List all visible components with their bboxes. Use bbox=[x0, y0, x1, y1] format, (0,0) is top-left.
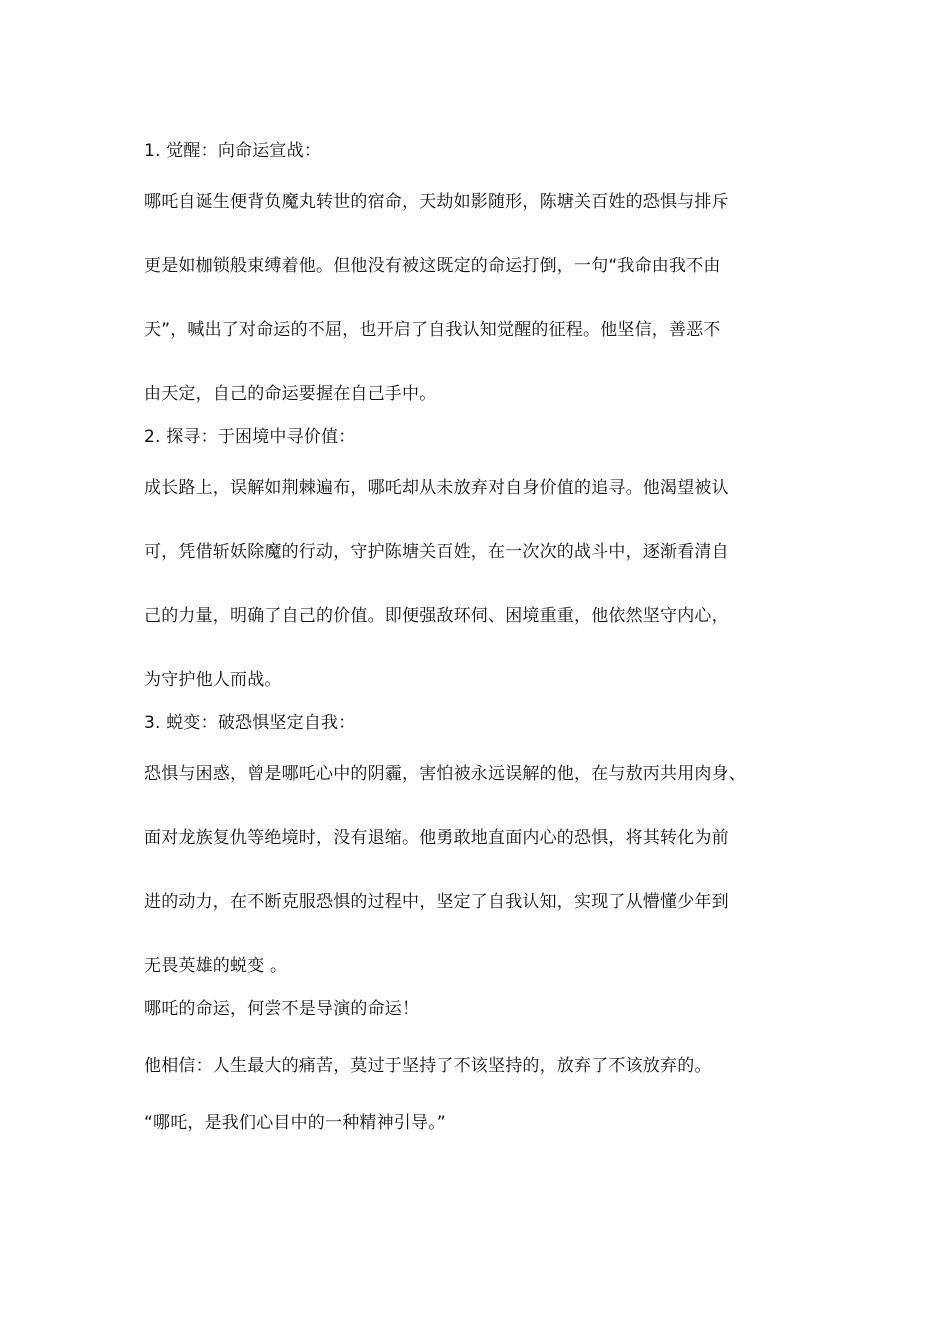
paragraph-line: 为守护他人而战。 bbox=[144, 670, 282, 690]
paragraph-line: 天”，喊出了对命运的不屈，也开启了自我认知觉醒的征程。他坚信，善恶不 bbox=[144, 320, 721, 340]
paragraph-line: 成长路上，误解如荆棘遍布，哪吒却从未放弃对自身价值的追寻。他渴望被认 bbox=[144, 478, 729, 498]
paragraph-line: 更是如枷锁般束缚着他。但他没有被这既定的命运打倒，一句“我命由我不由 bbox=[144, 256, 721, 276]
section-heading-exploration: 2. 探寻：于困境中寻价值： bbox=[144, 427, 356, 447]
paragraph-line: 进的动力，在不断克服恐惧的过程中，坚定了自我认知，实现了从懵懂少年到 bbox=[144, 892, 729, 912]
paragraph-line: 恐惧与困惑，曾是哪吒心中的阴霾，害怕被永远误解的他，在与敖丙共用肉身、 bbox=[144, 764, 746, 784]
section-paragraph-transformation bbox=[144, 742, 804, 998]
section-paragraph-awakening bbox=[144, 170, 804, 426]
section-heading-transformation: 3. 蜕变：破恐惧坚定自我： bbox=[144, 713, 356, 733]
closing-line-quote: “哪吒，是我们心目中的一种精神引导。” bbox=[144, 1113, 446, 1133]
section-heading-awakening: 1. 觉醒：向命运宣战： bbox=[144, 141, 322, 161]
paragraph-line: 己的力量，明确了自己的价值。即便强敌环伺、困境重重，他依然坚守内心， bbox=[144, 606, 729, 626]
section-paragraph-exploration bbox=[144, 456, 804, 712]
document-body bbox=[144, 136, 804, 1165]
paragraph-line: 由天定，自己的命运要握在自己手中。 bbox=[144, 384, 437, 404]
closing-line-director-fate: 哪吒的命运，何尝不是导演的命运！ bbox=[144, 999, 420, 1019]
paragraph-line: 可，凭借斩妖除魔的行动，守护陈塘关百姓，在一次次的战斗中，逐渐看清自 bbox=[144, 542, 729, 562]
paragraph-line: 哪吒自诞生便背负魔丸转世的宿命，天劫如影随形，陈塘关百姓的恐惧与排斥 bbox=[144, 192, 729, 212]
paragraph-line: 无畏英雄的蜕变 。 bbox=[144, 956, 288, 976]
closing-line-belief: 他相信：人生最大的痛苦，莫过于坚持了不该坚持的，放弃了不该放弃的。 bbox=[144, 1056, 712, 1076]
paragraph-line: 面对龙族复仇等绝境时，没有退缩。他勇敢地直面内心的恐惧，将其转化为前 bbox=[144, 828, 729, 848]
